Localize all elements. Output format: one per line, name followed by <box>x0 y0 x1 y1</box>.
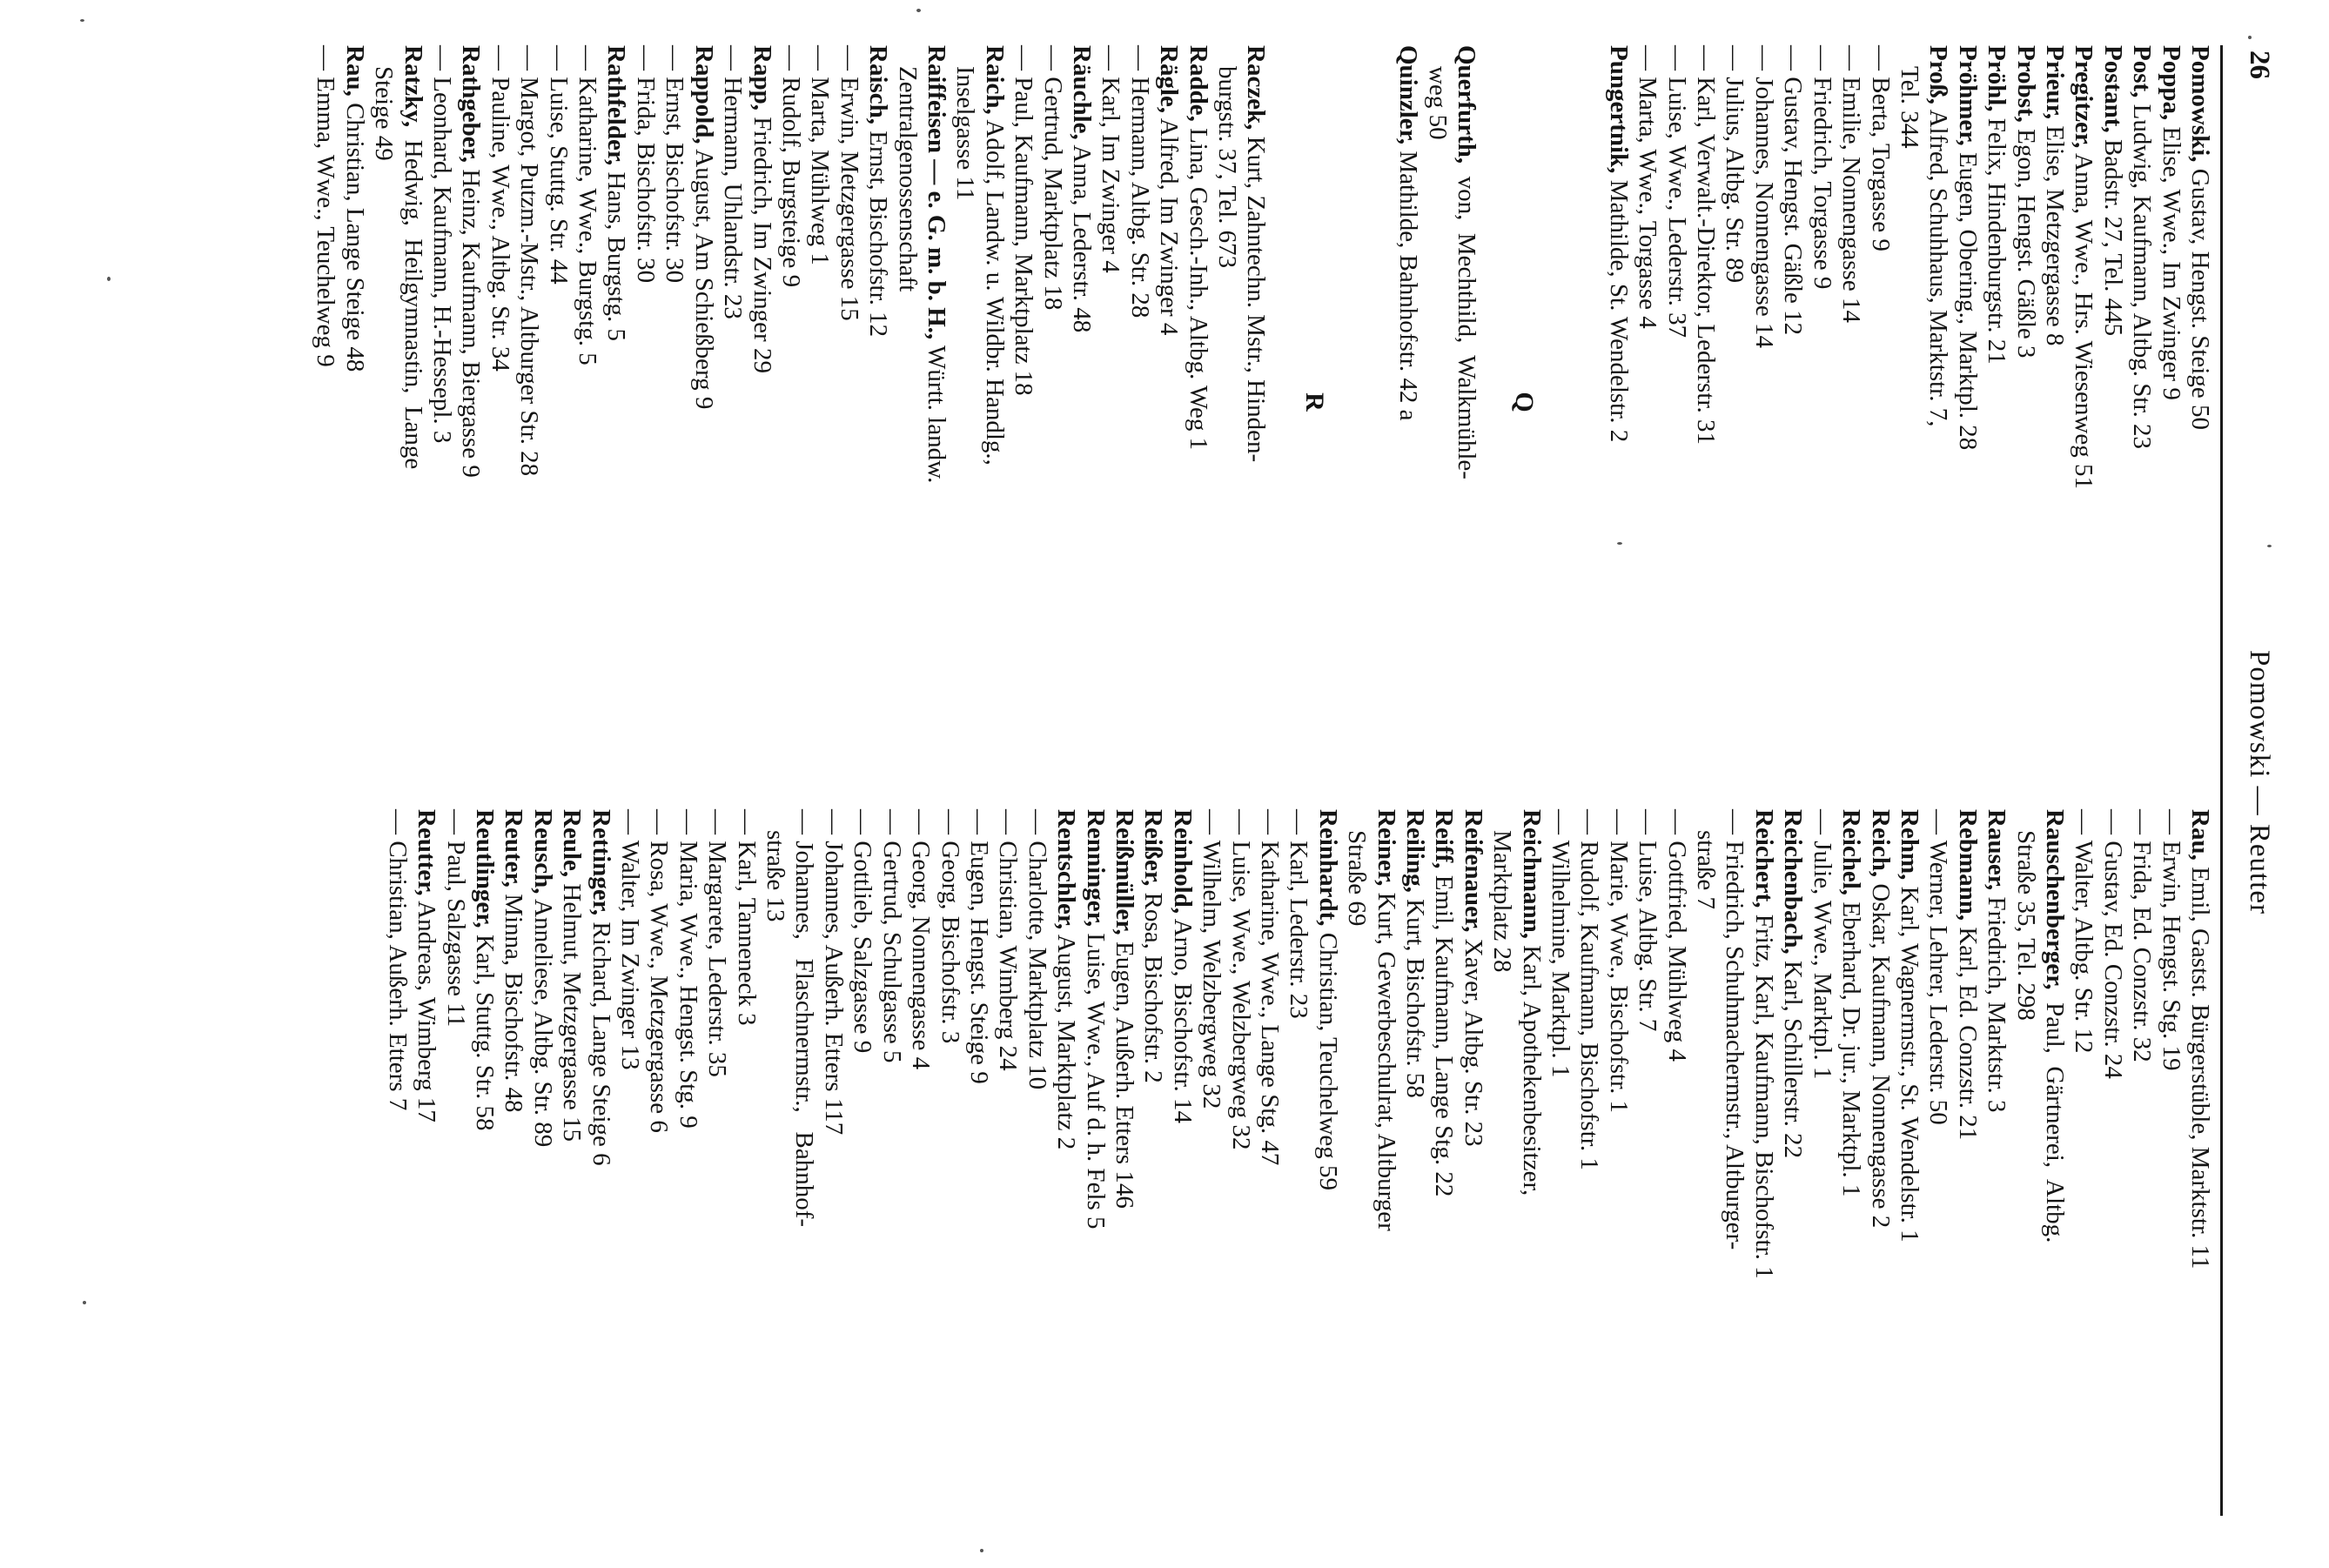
entry-details: — Paul, Salzgasse 11 <box>441 809 470 1028</box>
directory-entry <box>848 809 876 1523</box>
entry-details: Alfred, Im Zwinger 4 <box>1155 113 1184 336</box>
entry-details: — Emma, Wwe., Teuchelweg 9 <box>312 45 340 367</box>
entry-details: — Luise, Stuttg. Str. 44 <box>544 45 573 285</box>
entry-details: — Gertrud, Marktplatz 18 <box>1038 45 1067 311</box>
directory-entry <box>514 45 543 759</box>
directory-entry <box>1720 809 1748 1523</box>
entry-details: — Friedrich, Schuhmachermstr., Altburger- <box>1721 809 1749 1250</box>
directory-entry <box>543 45 572 759</box>
entry-details: — Georg, Bischofstr. 3 <box>936 809 964 1044</box>
directory-entry <box>1080 809 1109 1523</box>
directory-entry <box>718 45 747 759</box>
entry-details: Elise, Metzgergasse 8 <box>2040 119 2069 346</box>
directory-entry <box>2097 809 2126 1523</box>
entry-continuation: Straße 69 <box>1343 830 1372 927</box>
directory-entry <box>935 809 963 1523</box>
directory-entry <box>819 809 848 1523</box>
scan-speck <box>2248 36 2252 39</box>
entry-details: — Karl, Im Zwinger 4 <box>1097 45 1125 273</box>
entry-surname: Renninger, <box>1081 809 1110 928</box>
entry-details: Rosa, Bischofstr. 2 <box>1139 886 1168 1083</box>
directory-entry <box>906 809 935 1523</box>
entry-details: Anna, Lederstr. 48 <box>1068 139 1096 333</box>
entry-surname: Raisch, <box>864 45 893 125</box>
directory-entry <box>1009 45 1037 759</box>
entry-continuation: straße 13 <box>762 830 790 922</box>
entry-details: Lina, Gesch.-Inh., Altbg. Weg 1 <box>1184 121 1212 451</box>
directory-entry <box>1546 809 1574 1523</box>
directory-entry <box>2069 45 2097 759</box>
directory-entry <box>1393 45 1422 759</box>
entry-details: Badstr. 27, Tel. 445 <box>2098 132 2127 337</box>
directory-entry <box>660 45 688 759</box>
entry-surname: Querfurth, <box>1453 45 1481 164</box>
entry-details: Kurt, Gewerbeschulrat, Altburger <box>1372 886 1400 1231</box>
directory-entry <box>702 809 731 1523</box>
right-column <box>382 809 2214 1523</box>
directory-entry <box>1923 809 1952 1523</box>
scan-speck <box>2267 545 2272 547</box>
directory-entry <box>863 45 892 759</box>
entry-details: — Marta, Mühlweg 1 <box>806 45 835 265</box>
entry-details: Heinz, Kaufmann, Biergasse 9 <box>457 163 486 478</box>
entry-details: — Christian, Außerh. Etters 7 <box>383 809 412 1111</box>
entry-surname: Post, <box>2128 45 2157 98</box>
directory-entry <box>398 45 426 759</box>
entry-details: — Luise, Altbg. Str. 7 <box>1634 809 1662 1032</box>
entry-surname: Reiling, <box>1401 809 1430 893</box>
entry-continuation: Zentralgenossenschaft <box>893 66 922 292</box>
entry-surname: Proß, <box>1924 45 1953 104</box>
entry-details: Ludwig, Kaufmann, Altbg. Str. 23 <box>2128 97 2157 449</box>
entry-details: Anneliese, Altbg. Str. 89 <box>528 894 557 1148</box>
entry-surname: Rathfelder, <box>602 45 631 166</box>
entry-surname: Reichel, <box>1837 809 1866 896</box>
entry-details: — Margarete, Lederstr. 35 <box>703 809 732 1077</box>
entry-details: — Berta, Torgasse 9 <box>1866 45 1895 251</box>
entry-surname: Reichert, <box>1749 809 1778 908</box>
directory-entry <box>1284 809 1312 1523</box>
entry-details: — Katharine, Wwe., Burgstg. 5 <box>574 45 602 365</box>
directory-entry <box>631 45 660 759</box>
entry-details: Alfred, Schuhhaus, Marktstr. 7, <box>1924 104 1953 427</box>
directory-entry <box>1154 45 1183 759</box>
entry-details: — Rudolf, Burgsteige 9 <box>776 45 805 288</box>
entry-surname: Reinhardt, <box>1313 809 1342 927</box>
entry-details: — Emilie, Nonnengasse 14 <box>1837 45 1866 323</box>
section-spacer <box>1355 45 1393 759</box>
directory-entry <box>805 45 834 759</box>
running-head <box>2233 50 2275 1514</box>
entry-details: — Walter, Im Zwinger 13 <box>616 809 645 1070</box>
directory-entry <box>1923 45 1952 759</box>
entry-continuation: Tel. 344 <box>1895 66 1923 149</box>
entry-details: — Karl, Verwalt.-Direktor, Lederstr. 31 <box>1692 45 1721 445</box>
entry-continuation: weg 50 <box>1423 66 1452 140</box>
directory-entry <box>776 45 805 759</box>
directory-entry <box>2127 809 2156 1523</box>
directory-entry <box>1749 45 1778 759</box>
directory-entry <box>1037 45 1066 759</box>
directory-entry <box>615 809 644 1523</box>
entry-surname: Reifenauer, <box>1459 809 1487 933</box>
entry-details: — Margot, Putzm.-Mstr., Altburger Str. 28 <box>515 45 544 477</box>
entry-surname: Reinhold, <box>1168 809 1197 915</box>
entry-surname: Radde, <box>1184 45 1212 122</box>
entry-details: — Eugen, Hengst. Steige 9 <box>964 809 993 1084</box>
entry-surname: Reiner, <box>1372 809 1400 887</box>
directory-entry <box>2185 809 2214 1523</box>
entry-details: — Rudolf, Kaufmann, Bischofstr. 1 <box>1575 809 1604 1170</box>
directory-entry <box>1167 809 1196 1523</box>
entry-surname: Reich, <box>1866 809 1895 878</box>
directory-entry <box>427 45 456 759</box>
directory-entry <box>1691 45 1720 759</box>
entry-surname: Rapp, <box>748 45 776 111</box>
entry-details: — Frida, Ed. Conzstr. 32 <box>2128 809 2157 1062</box>
directory-entry <box>1952 45 1981 759</box>
entry-details: — Gustav, Hengst. Gäßle 12 <box>1779 45 1808 336</box>
directory-entry <box>456 45 485 759</box>
entry-details: — Gertrud, Schulgasse 5 <box>877 809 906 1063</box>
entry-details: Fritz, Karl, Kaufmann, Bischofstr. 1 <box>1749 908 1778 1279</box>
directory-entry <box>1749 809 1778 1523</box>
header-rule <box>2220 45 2223 1516</box>
directory-entry <box>1197 809 1225 1523</box>
entry-details: — Karl, Lederstr. 23 <box>1285 809 1313 1019</box>
entry-details: von, Mechthild, Walkmühle- <box>1453 164 1481 479</box>
entry-details: — Erwin, Hengst. Stg. 19 <box>2157 809 2185 1071</box>
directory-entry <box>1110 809 1138 1523</box>
scan-speck <box>107 277 111 281</box>
directory-entry <box>485 45 513 759</box>
section-letter: R <box>1299 392 1329 412</box>
entry-details: Württ. landw. <box>922 339 950 484</box>
entry-surname: Reutlinger, <box>471 809 500 928</box>
entry-surname: Reuter, <box>500 809 528 888</box>
entry-details: Eugen, Außerh. Etters 146 <box>1110 935 1138 1209</box>
entry-details: — Julius, Altbg. Str. 89 <box>1721 45 1749 284</box>
entry-details: — Wilhelmine, Marktpl. 1 <box>1547 809 1575 1078</box>
entry-details: Hans, Burgstg. 5 <box>602 165 631 341</box>
directory-entry <box>1807 809 1836 1523</box>
entry-details: Oskar, Kaufmann, Nonnengasse 2 <box>1866 877 1895 1229</box>
directory-entry <box>382 809 411 1523</box>
entry-details: Andreas, Wimberg 17 <box>413 895 441 1122</box>
entry-surname: Reißer, <box>1139 809 1168 887</box>
entry-details: — Pauline, Wwe., Altbg. Str. 34 <box>486 45 514 372</box>
entry-details: — Luise, Wwe., Lederstr. 37 <box>1662 45 1691 338</box>
directory-entry <box>1138 809 1167 1523</box>
directory-entry <box>747 45 775 759</box>
directory-entry <box>2097 45 2126 759</box>
entry-details: Friedrich, Marktstr. 3 <box>1983 890 2011 1113</box>
directory-entry <box>1241 45 1270 759</box>
entry-details: — Frida, Bischofstr. 30 <box>631 45 660 284</box>
entry-surname: Rettinger, <box>587 809 615 916</box>
entry-details: Karl, Apothekenbesitzer, <box>1517 939 1546 1196</box>
entry-details: Karl, Schillerstr. 22 <box>1779 954 1808 1159</box>
entry-details: — Ernst, Bischofstr. 30 <box>661 45 689 284</box>
entry-details: — Friedrich, Torgasse 9 <box>1808 45 1836 290</box>
directory-entry <box>1051 809 1080 1523</box>
directory-entry <box>1661 45 1690 759</box>
entry-details: — Marie, Wwe., Bischofstr. 1 <box>1604 809 1633 1114</box>
directory-entry <box>1022 809 1050 1523</box>
entry-details: Kurt, Zahntechn. Mstr., Hinden- <box>1242 130 1271 463</box>
entry-surname: Rägle, <box>1155 45 1184 114</box>
entry-details: Christian, Teuchelweg 59 <box>1313 926 1342 1191</box>
entry-details: Adolf, Landw. u. Wildbr. Handlg., <box>980 114 1009 466</box>
entry-details: Mathilde, St. Wendelstr. 2 <box>1604 173 1633 443</box>
left-column <box>311 45 2214 759</box>
entry-surname: Rentschler, <box>1052 809 1081 930</box>
directory-entry <box>688 45 717 759</box>
entry-surname: Reichmann, <box>1517 809 1546 940</box>
directory-entry <box>1255 809 1284 1523</box>
entry-continuation: Marktplatz 28 <box>1488 830 1517 973</box>
entry-surname: Reusch, <box>528 809 557 895</box>
entry-surname: Raczek, <box>1242 45 1271 131</box>
entry-details: — Gottlieb, Salzgasse 9 <box>849 809 877 1054</box>
entry-details: Xaver, Altbg. Str. 23 <box>1459 932 1487 1147</box>
directory-entry <box>2069 809 2097 1523</box>
directory-entry <box>557 809 586 1523</box>
entry-details: — Luise, Wwe., Welzbergweg 32 <box>1226 809 1255 1150</box>
entry-surname: Postant, <box>2098 45 2127 133</box>
entry-details: Felix, Hindenburgstr. 21 <box>1983 111 2011 365</box>
entry-details: — Charlotte, Marktplatz 10 <box>1023 809 1051 1090</box>
directory-entry <box>440 809 469 1523</box>
entry-details: August, Marktplatz 2 <box>1052 929 1081 1150</box>
directory-entry <box>2010 45 2039 759</box>
directory-entry <box>1225 809 1254 1523</box>
entry-continuation: Inselgasse 11 <box>951 66 980 201</box>
entry-surname: Rathgeber, <box>457 45 486 164</box>
entry-details: — Julie, Wwe., Marktpl. 1 <box>1808 809 1836 1080</box>
entry-details: — Paul, Kaufmann, Marktplatz 18 <box>1010 45 1038 396</box>
entry-surname: Rebmann, <box>1953 809 1982 921</box>
entry-details: Friedrich, Im Zwinger 29 <box>748 110 776 373</box>
directory-entry <box>993 809 1022 1523</box>
entry-details: Paul, Gärtnerei, Altbg. <box>2040 989 2069 1243</box>
entry-details: — Werner, Lehrer, Lederstr. 50 <box>1924 809 1953 1125</box>
entry-surname: Reule, <box>558 809 587 878</box>
directory-entry <box>2156 45 2185 759</box>
entry-surname: Raich, <box>980 45 1009 115</box>
entry-surname: Quinzler, <box>1394 45 1423 145</box>
entry-surname: Rauser, <box>1983 809 2011 891</box>
scan-speck <box>83 1301 86 1304</box>
entry-details: Eugen, Obering., Marktpl. 28 <box>1953 145 1982 451</box>
entry-details: — Johannes, Nonnengasse 14 <box>1749 45 1778 348</box>
entry-details: Hedwig, Heilgymnastin, Lange <box>399 127 427 470</box>
entry-details: — Walter, Altbg. Str. 12 <box>2070 809 2098 1054</box>
entry-details: — Georg, Nonnengasse 4 <box>907 809 936 1070</box>
entry-surname: Prieur, <box>2040 45 2069 120</box>
entry-surname: Pregitzer, <box>2070 45 2098 149</box>
directory-entry <box>964 809 993 1523</box>
directory-entry <box>1982 809 2010 1523</box>
entry-surname: Rehm, <box>1895 809 1923 881</box>
directory-entry <box>1429 809 1458 1523</box>
directory-entry <box>527 809 556 1523</box>
entry-details: — Marta, Wwe., Torgasse 4 <box>1634 45 1662 329</box>
entry-surname: Probst, <box>2011 45 2040 123</box>
directory-entry <box>1633 45 1661 759</box>
directory-entry <box>834 45 862 759</box>
directory-entry <box>1836 809 1865 1523</box>
entry-details: Minna, Bischofstr. 48 <box>500 887 528 1113</box>
entry-details: — Johannes, Außerh. Etters 117 <box>819 809 848 1136</box>
entry-surname: Rau, <box>2186 809 2214 861</box>
section-spacer <box>1565 45 1603 759</box>
entry-details: Anna, Wwe., Hrs. Wiesenweg 51 <box>2070 148 2098 489</box>
scan-speck <box>916 9 921 12</box>
entry-continuation: straße 7 <box>1692 830 1721 909</box>
directory-entry <box>573 45 601 759</box>
section-letter: Q <box>1510 392 1540 412</box>
running-head-title: Pomowski — Reutter <box>2244 650 2275 915</box>
entry-surname: Poppa, <box>2157 45 2185 121</box>
directory-entry <box>601 45 630 759</box>
directory-entry <box>1603 809 1632 1523</box>
entry-details: — Katharine, Wwe., Lange Stg. 47 <box>1256 809 1284 1166</box>
entry-details: Eberhard, Dr. jur., Marktpl. 1 <box>1837 895 1866 1197</box>
entry-details: August, Am Schießberg 9 <box>689 144 718 410</box>
directory-entry <box>979 45 1008 759</box>
entry-details: — Rosa, Wwe., Metzgergasse 6 <box>645 809 674 1133</box>
entry-details: Mathilde, Bahnhofstr. 42 a <box>1394 144 1423 421</box>
scan-speck <box>980 1549 983 1552</box>
directory-entry <box>1312 809 1341 1523</box>
page-number: 26 <box>2244 50 2275 79</box>
directory-entry <box>1633 809 1661 1523</box>
directory-entry <box>731 809 760 1523</box>
entry-details: Egon, Hengst. Gäßle 3 <box>2011 122 2040 358</box>
directory-entry <box>311 45 339 759</box>
entry-details: Emil, Kaufmann, Lange Stg. 22 <box>1430 868 1459 1197</box>
entry-surname: Rauschenberger, <box>2040 809 2069 990</box>
directory-entry <box>1400 809 1429 1523</box>
entry-surname: Rau, <box>340 45 369 97</box>
directory-entry <box>922 45 950 759</box>
directory-entry <box>1865 809 1894 1523</box>
entry-details: Ernst, Bischofstr. 12 <box>864 124 893 338</box>
entry-surname: Raiffeisen — e. G. m. b. H., <box>922 45 950 340</box>
entry-details: — Gottfried, Mühlweg 4 <box>1662 809 1691 1062</box>
directory-entry <box>412 809 440 1523</box>
directory-entry <box>1952 809 1981 1523</box>
entry-surname: Pungertnik, <box>1604 45 1633 174</box>
directory-entry <box>2040 809 2069 1523</box>
entry-surname: Räuchle, <box>1068 45 1096 140</box>
directory-entry <box>1603 45 1632 759</box>
directory-entry <box>1574 809 1603 1523</box>
directory-entry <box>1096 45 1124 759</box>
entry-continuation: Straße 35, Tel. 298 <box>2011 830 2040 1021</box>
entry-details: Arno, Bischofstr. 14 <box>1168 914 1197 1123</box>
directory-entry <box>1720 45 1748 759</box>
directory-entry <box>470 809 499 1523</box>
scan-speck <box>1617 542 1622 545</box>
entry-details: Luise, Wwe., Auf d. h. Fels 5 <box>1081 927 1110 1230</box>
entry-details: Gustav, Hengst. Steige 50 <box>2186 162 2214 430</box>
directory-entry <box>789 809 818 1523</box>
entry-details: Kurt, Bischofstr. 58 <box>1401 892 1430 1098</box>
directory-entry <box>1124 45 1153 759</box>
entry-continuation: Steige 49 <box>370 66 399 161</box>
entry-details: — Erwin, Metzgergasse 15 <box>835 45 863 321</box>
entry-surname: Reichenbach, <box>1779 809 1808 955</box>
directory-entry <box>1865 45 1894 759</box>
directory-entry <box>673 809 701 1523</box>
directory-entry <box>1778 45 1807 759</box>
directory-entry <box>1807 45 1836 759</box>
directory-entry <box>1067 45 1096 759</box>
entry-details: — Maria, Wwe., Hengst. Stg. 9 <box>674 809 702 1129</box>
directory-entry <box>1895 809 1923 1523</box>
entry-surname: Pomowski, <box>2186 45 2214 163</box>
directory-entry <box>644 809 673 1523</box>
directory-entry <box>1371 809 1399 1523</box>
directory-entry <box>2156 809 2185 1523</box>
directory-entry <box>1778 809 1807 1523</box>
directory-entry <box>876 809 905 1523</box>
entry-continuation: burgstr. 37, Tel. 673 <box>1213 66 1242 269</box>
entry-details: Emil, Gastst. Bürgerstüble, Marktstr. 11 <box>2186 860 2214 1270</box>
entry-details: — Karl, Tanneneck 3 <box>732 809 761 1026</box>
directory-entry <box>2040 45 2069 759</box>
entry-details: — Hermann, Altbg. Str. 28 <box>1125 45 1154 318</box>
directory-entry <box>586 809 614 1523</box>
entry-details: — Hermann, Uhlandstr. 23 <box>719 45 748 319</box>
directory-entry <box>2127 45 2156 759</box>
entry-details: — Leonhard, Kaufmann, H.-Hessepl. 3 <box>428 45 457 444</box>
directory-entry <box>2185 45 2214 759</box>
directory-entry <box>1516 809 1545 1523</box>
entry-details: — Wilhelm, Welzbergweg 32 <box>1198 809 1226 1109</box>
entry-details: Karl, Ed. Conzstr. 21 <box>1953 921 1982 1141</box>
entry-surname: Rappold, <box>689 45 718 144</box>
entry-details: Karl, Stuttg. Str. 58 <box>471 928 500 1131</box>
directory-entry <box>1183 45 1211 759</box>
directory-entry <box>499 809 527 1523</box>
directory-entry <box>1458 809 1487 1523</box>
directory-entry <box>1836 45 1865 759</box>
entry-details: — Gustav, Ed. Conzstr. 24 <box>2098 809 2127 1079</box>
entry-details: — Johannes, Flaschnermstr., Bahnhof- <box>790 809 819 1228</box>
entry-details: Helmut, Metzgergasse 15 <box>558 877 587 1142</box>
entry-surname: Pröhl, <box>1983 45 2011 112</box>
directory-entry <box>1452 45 1480 759</box>
entry-details: — Christian, Wimberg 24 <box>994 809 1023 1071</box>
entry-surname: Pröhmer, <box>1953 45 1982 146</box>
entry-details: Richard, Lange Steige 6 <box>587 915 615 1166</box>
directory-entry <box>339 45 368 759</box>
entry-details: Christian, Lange Steige 48 <box>340 96 369 372</box>
entry-surname: Reutter, <box>413 809 441 896</box>
entry-surname: Reißmüller, <box>1110 809 1138 935</box>
scan-speck <box>80 19 84 22</box>
entry-surname: Ratzky, <box>399 45 427 128</box>
entry-details: Karl, Wagnermstr., St. Wendelstr. 1 <box>1895 880 1923 1243</box>
entry-surname: Reiff, <box>1430 809 1459 869</box>
entry-details: Elise, Wwe., Im Zwinger 9 <box>2157 120 2185 400</box>
directory-entry <box>1661 809 1690 1523</box>
directory-entry <box>1982 45 2010 759</box>
